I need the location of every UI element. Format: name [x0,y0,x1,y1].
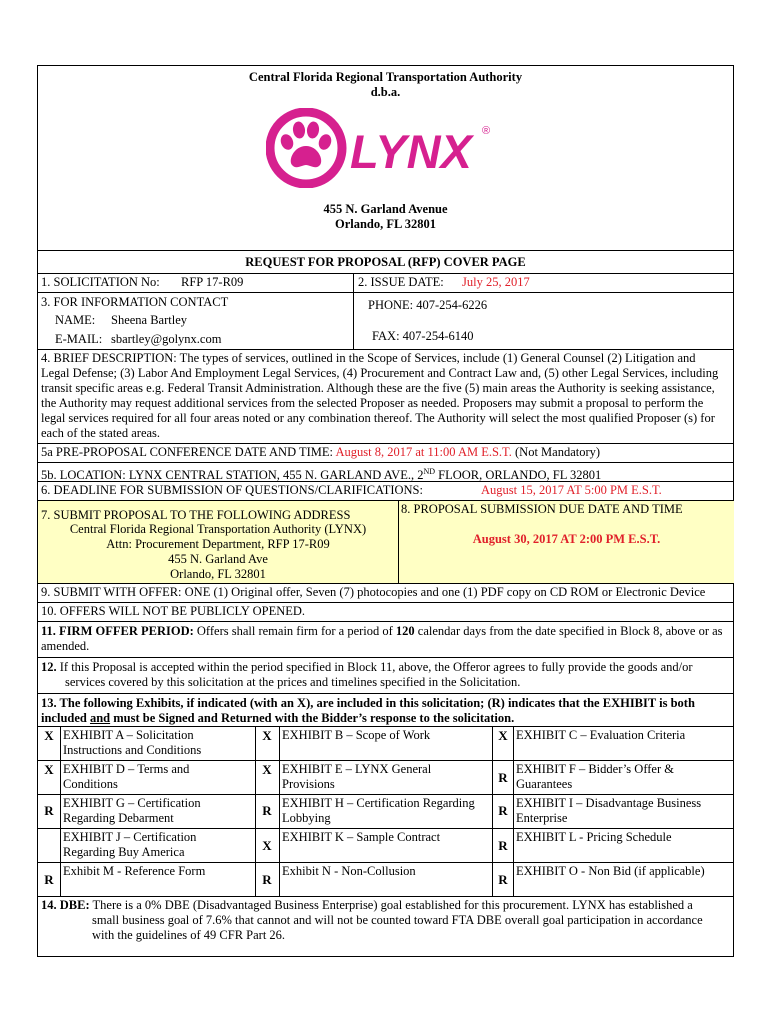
questions-deadline-label: 6. DEADLINE FOR SUBMISSION OF QUESTIONS/CLARIFICATIONS: [41,483,423,497]
exhibit-i-mark: R [498,803,508,818]
exhibit-h-mark: R [262,803,272,818]
exhibit-i-label: EXHIBIT I – Disadvantage Business Enterprise [516,796,702,825]
issue-date-label: 2. ISSUE DATE: [358,275,444,289]
brief-description: 4. BRIEF DESCRIPTION: The types of services, outlined in the Scope of Services, include (1) General Counsel (2) Litigation and Legal Defense; (3) Labor And Employment Legal Services, (4) Procurement and Contract Law and, (5) other Legal Services, including transit specific areas e.g. Federal Transit Administration. Although these are the five (5) main areas the Authority is seeking assistance, the Authority may request additional services from the selected Proposer as needed. Proposers may submit a proposal to perform the legal services required for all four areas noted or any combination thereof. The Authority will select the most qualified Proposer (s) for each of the stated areas. [41,351,719,441]
exhibit-o-mark: R [498,872,508,887]
email-label: E-MAIL: [55,332,103,346]
address-line-1: 455 N. Garland Avenue [323,202,448,216]
exhibit-c-mark: X [498,728,508,743]
phone: PHONE: 407-254-6226 [368,298,488,312]
solicitation-value: RFP 17-R09 [181,275,244,289]
exhibit-h-label: EXHIBIT H – Certification Regarding Lobbying [282,796,475,825]
due-date-value: August 30, 2017 AT 2:00 PM E.S.T. [472,532,661,546]
exhibit-d-mark: X [44,762,54,777]
submit-with-offer: 9. SUBMIT WITH OFFER: ONE (1) Original offer, Seven (7) photocopies and one (1) PDF copy on CD ROM or Electronic Device [41,585,706,599]
submit-address-line-1: Central Florida Regional Transportation Authority (LYNX) [69,522,367,536]
firm-offer-line-2: amended. [41,639,90,653]
exhibit-n-label: Exhibit N - Non-Collusion [282,864,416,878]
submit-address-label: 7. SUBMIT PROPOSAL TO THE FOLLOWING ADDRESS [41,508,351,522]
exhibits-heading: 13. The following Exhibits, if indicated (with an X), are included in this solicitation; (R) indicates that the EXHIBIT is both [41,696,695,710]
dbe-row: 14. DBE: There is a 0% DBE (Disadvantaged Business Enterprise) goal established for this procurement. LYNX has established a [41,898,693,912]
submit-address-line-4: Orlando, FL 32801 [170,567,266,581]
exhibit-a-label: EXHIBIT A – Solicitation Instructions and Conditions [63,728,202,757]
exhibit-k-label: EXHIBIT K – Sample Contract [282,830,441,844]
exhibit-n-mark: R [262,872,272,887]
exhibit-e-mark: X [262,762,272,777]
exhibit-f-mark: R [498,770,508,785]
due-date-label: 8. PROPOSAL SUBMISSION DUE DATE AND TIME [401,502,683,516]
offers-not-opened: 10. OFFERS WILL NOT BE PUBLICLY OPENED. [41,604,306,618]
submit-address-line-3: 455 N. Garland Ave [168,552,268,566]
solicitation-label: 1. SOLICITATION No: [41,275,160,289]
name-value: Sheena Bartley [111,313,188,327]
exhibit-j-label: EXHIBIT J – Certification Regarding Buy America [63,830,197,859]
firm-offer-row: 11. FIRM OFFER PERIOD: Offers shall remain firm for a period of 120 calendar days from the date specified in Block 8, above or as [41,624,723,638]
preproposal-date: August 8, 2017 at 11:00 AM E.S.T. [335,445,512,459]
name-label: NAME: [55,313,96,327]
exhibit-l-label: EXHIBIT L - Pricing Schedule [516,830,672,844]
exhibit-g-mark: R [44,803,54,818]
preproposal-row: 5a PRE-PROPOSAL CONFERENCE DATE AND TIME: August 8, 2017 at 11:00 AM E.S.T. (Not Mandatory) [41,445,601,459]
registered-mark: ® [482,125,491,137]
acceptance-line-2: services covered by this solicitation at the prices and timelines specified in the Solicitation. [65,675,521,689]
dbe-line-3: with the guidelines of 49 CFR Part 26. [92,928,286,942]
exhibit-l-mark: R [498,838,508,853]
exhibit-f-label: EXHIBIT F – Bidder’s Offer & Guarantees [516,762,674,791]
org-name: Central Florida Regional Transportation Authority [248,70,523,84]
exhibit-a-mark: X [44,728,54,743]
exhibit-b-mark: X [262,728,272,743]
exhibit-b-label: EXHIBIT B – Scope of Work [282,728,431,742]
issue-date-value: July 25, 2017 [462,275,530,289]
email-value: sbartley@golynx.com [111,332,222,346]
exhibit-g-label: EXHIBIT G – Certification Regarding Debarment [63,796,201,825]
exhibit-o-label: EXHIBIT O - Non Bid (if applicable) [516,864,705,878]
paw-icon [266,108,498,188]
dbe-line-2: small business goal of 7.6% that cannot and will not be counted toward FTA DBE overall goal participation in accordance [92,913,703,927]
lynx-logo [266,108,498,188]
exhibit-d-label: EXHIBIT D – Terms and Conditions [63,762,190,791]
logo-text: LYNX [350,125,472,178]
exhibit-e-label: EXHIBIT E – LYNX General Provisions [282,762,432,791]
page-title: REQUEST FOR PROPOSAL (RFP) COVER PAGE [245,255,526,269]
submit-address-line-2: Attn: Procurement Department, RFP 17-R09 [106,537,330,551]
exhibits-heading-line-2: included and must be Signed and Returned with the Bidder’s response to the solicitation. [41,711,515,725]
exhibit-m-label: Exhibit M - Reference Form [63,864,206,878]
address-line-2: Orlando, FL 32801 [334,217,437,231]
exhibit-m-mark: R [44,872,54,887]
exhibit-k-mark: X [262,838,272,853]
location-row: 5b. LOCATION: LYNX CENTRAL STATION, 455 N. GARLAND AVE., 2ND FLOOR, ORLANDO, FL 32801 [41,467,602,483]
exhibit-c-label: EXHIBIT C – Evaluation Criteria [516,728,686,742]
acceptance-row: 12. If this Proposal is accepted within the period specified in Block 11, above, the Offeror agrees to fully provide the goods and/or [41,660,693,674]
contact-label: 3. FOR INFORMATION CONTACT [41,295,229,309]
dba-label: d.b.a. [370,85,401,99]
cover-page-form [37,65,734,957]
questions-deadline-value: August 15, 2017 AT 5:00 PM E.S.T. [481,483,662,497]
fax: FAX: 407-254-6140 [372,329,474,343]
